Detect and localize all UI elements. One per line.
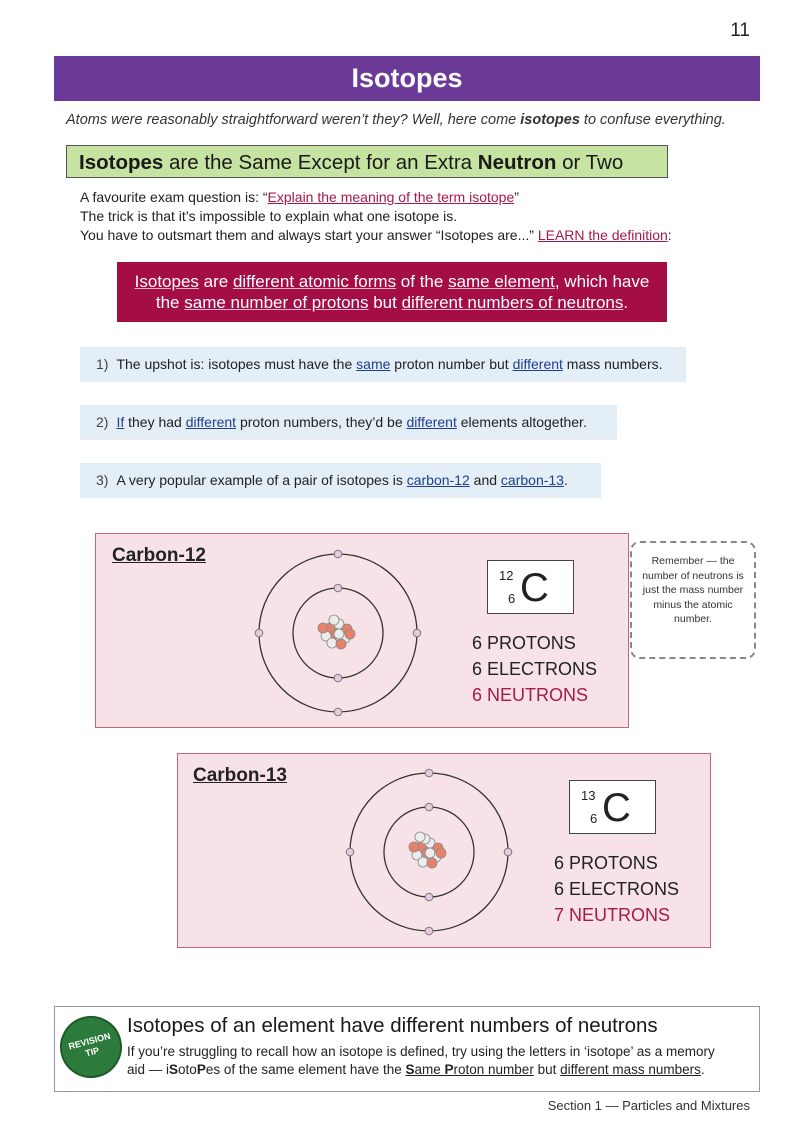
carbon-12-symbol: C: [520, 566, 549, 610]
carbon-13-atomic-number: 6: [590, 811, 598, 826]
point-3: 3) A very popular example of a pair of isotopes is carbon-12 and carbon-13.: [80, 463, 601, 498]
carbon-12-atomic-number: 6: [508, 591, 516, 606]
nucleus: [409, 832, 446, 868]
intro-paragraph: A favourite exam question is: “Explain the meaning of the term isotope” The trick is that it’s impossible to explain what one isotope is. You have to outsmart them and always start your answer “Isotopes are...” LEARN the definition:: [80, 189, 672, 243]
revision-tip-title: Isotopes of an element have different numbers of neutrons: [127, 1014, 658, 1037]
electron-dot: [334, 584, 342, 592]
exam-question-link: Explain the meaning of the term isotope: [267, 189, 515, 205]
footer-section: Section 1 — Particles and Mixtures: [547, 1098, 750, 1113]
nucleus: [318, 615, 355, 649]
revision-tip-badge: REVISION TIP: [53, 1009, 129, 1085]
carbon-12-facts: 6 PROTONS 6 ELECTRONS 6 NEUTRONS: [472, 633, 598, 705]
electron-dot: [425, 803, 433, 811]
page-title: Isotopes: [54, 56, 760, 101]
point-2: 2) If they had different proton numbers, they’d be different elements altogether.: [80, 405, 617, 440]
electron-dot: [346, 848, 354, 856]
learn-definition-link: LEARN the definition: [537, 227, 668, 243]
carbon-13-symbol: C: [602, 786, 631, 830]
carbon-13-label: Carbon-13: [193, 765, 287, 786]
electron-dot: [334, 550, 342, 558]
page-number: 11: [730, 20, 750, 41]
electron-dot: [334, 708, 342, 716]
electron-dot: [504, 848, 512, 856]
neutron-note: Remember — the number of neutrons is just the mass number minus the atomic number.: [634, 545, 752, 655]
point-1: 1) The upshot is: isotopes must have the same proton number but different mass numbers.: [80, 347, 686, 382]
carbon-13-mass-number: 13: [581, 788, 596, 803]
electron-dot: [413, 629, 421, 637]
electron-dot: [425, 769, 433, 777]
carbon-12-label: Carbon-12: [112, 545, 206, 566]
definition-box: Isotopes are different atomic forms of the same element, which have the same number of protons but different numbers of neutrons.: [117, 262, 667, 322]
section-heading: Isotopes are the Same Except for an Extra Neutron or Two: [66, 145, 668, 178]
carbon-13-facts: 6 PROTONS 6 ELECTRONS 7 NEUTRONS: [554, 853, 680, 925]
electron-dot: [425, 893, 433, 901]
intro-text: Atoms were reasonably straightforward weren’t they? Well, here come isotopes to confuse everything.: [66, 112, 726, 128]
carbon-13-atom-diagram: [343, 767, 515, 937]
carbon-12-atom-diagram: [252, 548, 424, 718]
electron-dot: [334, 674, 342, 682]
electron-dot: [425, 927, 433, 935]
revision-tip-body: If you’re struggling to recall how an isotope is defined, try using the letters in ‘isotope’ as a memory aid — iSotoPes of the same element have the Same Proton number but different mass numbers.: [127, 1044, 715, 1077]
carbon-12-mass-number: 12: [499, 568, 514, 583]
electron-dot: [255, 629, 263, 637]
